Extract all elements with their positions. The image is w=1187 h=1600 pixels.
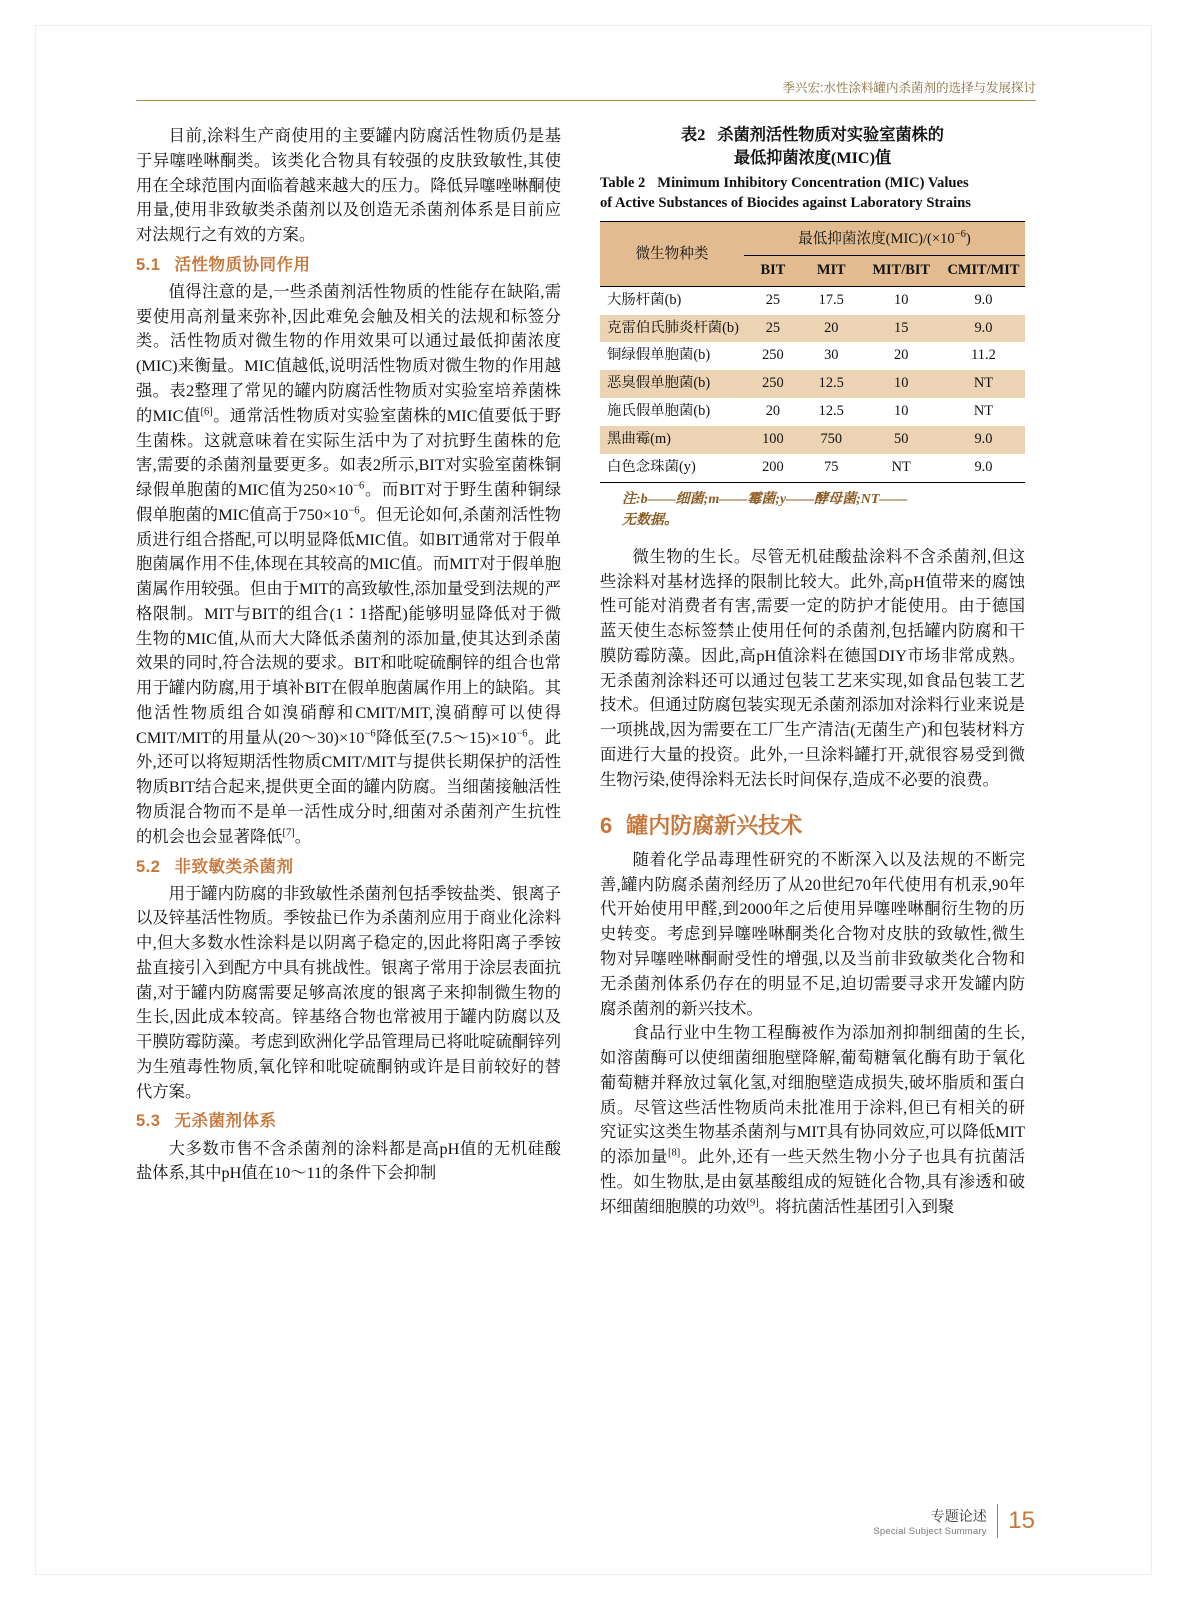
- cell-mit: 12.5: [802, 370, 861, 398]
- mic-table: [600, 221, 1025, 483]
- table-row: [600, 398, 1025, 426]
- left-column: [136, 124, 561, 1186]
- cell-mitbit: 20: [894, 347, 909, 364]
- footer-section-en: Special Subject Summary: [873, 1525, 987, 1537]
- table-caption-en: [600, 174, 1025, 214]
- footer-section-cn: 专题论述: [930, 1509, 987, 1525]
- reference-9: [9]: [746, 1197, 759, 1209]
- page-footer: [873, 1504, 1035, 1538]
- heading-5-2-title: 非致敏类杀菌剂: [174, 857, 294, 876]
- table-title-cn-line2: 最低抑菌浓度(MIC)值: [733, 149, 892, 167]
- paragraph-segment-d: 。但无论如何,杀菌剂活性物质进行组合搭配,可以明显降低MIC值。如BIT通常对于假单胞菌属作用不佳,体现在其较高的MIC值。而MIT对于假单胞菌属作用较强。但由于MIT的高致敏性,添加量受到法规的严格限制。MIT与BIT的组合(1∶1搭配)能够明显降低对于微生物的MIC值,从而大大降低杀菌剂的添加量,使其达到杀菌效果的同时,符合法规的要求。BIT和吡啶硫酮锌的组合也常用于罐内防腐,用于填补BIT在假单胞菌属作用上的缺陷。其他活性物质组合如溴硝醇和CMIT/MIT,溴硝醇可以使得CMIT/MIT的用量从(20～30)×10: [136, 504, 561, 747]
- paragraph-segment-e: 降低至(7.5～15)×10: [375, 727, 517, 747]
- footer-divider: [997, 1504, 999, 1538]
- table-footnote: [600, 489, 1025, 531]
- heading-5-3-number: 5.3: [136, 1112, 161, 1131]
- cell-cmitmit: 9.0: [942, 426, 1025, 454]
- cell-mitbit: 10: [894, 403, 909, 420]
- cell-mit: 20: [802, 315, 861, 343]
- paragraph-segment-b: 。通常活性物质对实验室菌株的MIC值要低于野生菌株。这就意味着在实际生活中为了对抗野生菌株的危害,需要的杀菌剂量要更多。如表2所示,BIT对实验室菌株铜绿假单胞菌的MIC值为250×10: [136, 405, 561, 500]
- table-label-cn: 表2: [681, 126, 706, 144]
- cell-bit: 20: [765, 403, 781, 420]
- header-species: 微生物种类: [600, 221, 744, 286]
- paragraph-segment-c: 。将抗菌活性基团引入到聚: [758, 1196, 955, 1216]
- heading-5-2-number: 5.2: [136, 857, 161, 876]
- heading-5-3-title: 无杀菌剂体系: [174, 1112, 277, 1131]
- paragraph-text: 随着化学品毒理性研究的不断深入以及法规的不断完善,罐内防腐杀菌剂经历了从20世纪70年代使用有机汞,90年代开始使用甲醛,到2000年之后使用异噻唑啉酮衍生物的历史转变。考虑到异噻唑啉酮类化合物对皮肤的致敏性,微生物对异噻唑啉酮耐受性的增强,以及当前非致敏类化合物和无杀菌剂体系仍存在的明显不足,迫切需要寻求开发罐内防腐杀菌剂的新兴技术。: [600, 849, 1025, 1018]
- cell-species: 恶臭假单胞菌(b): [600, 370, 744, 398]
- heading-5-2: [136, 855, 561, 880]
- table-title-cn-line1: 杀菌剂活性物质对实验室菌株的: [717, 126, 944, 144]
- paragraph-segment-a: 值得注意的是,一些杀菌剂活性物质的性能存在缺陷,需要使用高剂量来弥补,因此难免会触及相关的法规和标签分类。活性物质对微生物的作用效果可以通过最低抑菌浓度(MIC)来衡量。MIC值越低,说明活性物质对微生物的作用越强。表2整理了常见的罐内防腐活性物质对实验室培养菌株的MIC值: [136, 281, 561, 425]
- cell-bit: 100: [744, 426, 802, 454]
- reference-8: [8]: [668, 1147, 681, 1159]
- heading-6-number: 6: [600, 812, 613, 838]
- cell-bit: 250: [762, 347, 784, 364]
- cell-species: 白色念珠菌(y): [600, 454, 744, 482]
- paragraph-text: 目前,涂料生产商使用的主要罐内防腐活性物质仍是基于异噻唑啉酮类。该类化合物具有较强的皮肤致敏性,其使用在全球范围内面临着越来越大的压力。降低异噻唑啉酮使用量,使用非致敏类杀菌剂以及创造无杀菌剂体系是目前应对法规行之有效的方案。: [136, 126, 561, 245]
- header-mic-group-tail: ): [965, 230, 971, 247]
- cell-species: 铜绿假单胞菌(b): [607, 347, 711, 364]
- cell-mitbit: 15: [861, 315, 942, 343]
- heading-5-1: [136, 253, 561, 278]
- cell-cmitmit: 9.0: [942, 315, 1025, 343]
- cell-cmitmit: NT: [942, 370, 1025, 398]
- heading-5-1-title: 活性物质协同作用: [174, 255, 311, 274]
- table-row: [600, 315, 1025, 343]
- paragraph-history: [600, 848, 1025, 1021]
- exponent-1: −6: [353, 480, 365, 492]
- cell-bit: 25: [744, 315, 802, 343]
- cell-cmitmit: 9.0: [974, 291, 993, 308]
- table-title-en-line1: Minimum Inhibitory Concentration (MIC) Values: [657, 175, 969, 191]
- cell-cmitmit: 11.2: [971, 347, 996, 364]
- cell-mitbit: 10: [861, 370, 942, 398]
- cell-mit: 17.5: [818, 291, 844, 308]
- cell-mit: 75: [802, 454, 861, 482]
- paragraph-segment-a: 食品行业中生物工程酶被作为添加剂抑制细菌的生长,如溶菌酶可以使细菌细胞壁降解,葡萄糖氧化酶有助于氧化葡萄糖并释放过氧化氢,对细胞壁造成损失,破坏脂质和蛋白质。尽管这些活性物质尚未批准用于涂料,但已有相关的研究证实这类生物基杀菌剂与MIT具有协同效应,可以降低MIT的添加量: [600, 1023, 1025, 1167]
- paragraph-segment-b: 。此外,还有一些天然生物小分子也具有抗菌活性。如生物肽,是由氨基酸组成的短链化合物,具有渗透和破坏细菌细胞膜的功效: [600, 1147, 1025, 1216]
- exponent-2: −6: [348, 505, 360, 517]
- table-row: [600, 342, 1025, 370]
- cell-mit: 750: [802, 426, 861, 454]
- cell-species: 施氏假单胞菌(b): [607, 403, 711, 420]
- table-footnote-line2: 无数据。: [622, 512, 678, 528]
- table-row: [600, 286, 1025, 314]
- header-col-bit: BIT: [744, 255, 802, 286]
- exponent-4: −6: [516, 728, 528, 740]
- reference-6: [6]: [200, 406, 213, 418]
- header-mic-group-text: 最低抑菌浓度(MIC)/(×10: [798, 230, 955, 247]
- cell-cmitmit: 9.0: [942, 454, 1025, 482]
- table-header-row-group: [600, 221, 1025, 255]
- header-mic-exponent: −6: [954, 228, 966, 240]
- paragraph-enzymes: [600, 1021, 1025, 1219]
- exponent-3: −6: [364, 728, 376, 740]
- cell-bit: 200: [744, 454, 802, 482]
- paragraph-biocide-free: [136, 1137, 561, 1187]
- cell-cmitmit: NT: [973, 403, 994, 420]
- paragraph-segment-c: 。而BIT对于野生菌种铜绿假单胞菌的MIC值高于750×10: [136, 480, 561, 524]
- table-title-en-line2: of Active Substances of Biocides against Laboratory Strains: [600, 194, 971, 211]
- paragraph-text: 微生物的生长。尽管无机硅酸盐涂料不含杀菌剂,但这些涂料对基材选择的限制比较大。此外,高pH值带来的腐蚀性可能对消费者有害,需要一定的防护才能使用。由于德国蓝天使生态标签禁止使用任何的杀菌剂,包括罐内防腐和干膜防霉防藻。因此,高pH值涂料在德国DIY市场非常成熟。无杀菌剂涂料还可以通过包装工艺来实现,如食品包装工艺技术。但通过防腐包装实现无杀菌剂添加对涂料行业来说是一项挑战,因为需要在工厂生产清洁(无菌生产)和包装材料方面进行大量的投资。此外,一旦涂料罐打开,就很容易受到微生物污染,使得涂料无法长时间保存,造成不必要的浪费。: [600, 546, 1025, 789]
- cell-species: 克雷伯氏肺炎杆菌(b): [600, 315, 744, 343]
- running-head: 季兴宏:水性涂料罐内杀菌剂的选择与发展探讨: [782, 81, 1036, 95]
- header-col-mit: MIT: [802, 255, 861, 286]
- reference-7: [7]: [282, 827, 295, 839]
- heading-5-1-number: 5.1: [136, 255, 161, 274]
- cell-bit: 25: [765, 291, 781, 308]
- cell-bit: 250: [744, 370, 802, 398]
- table-row: [600, 426, 1025, 454]
- paragraph-silicate-continued: [600, 545, 1025, 793]
- table-label-en: Table 2: [600, 175, 646, 191]
- cell-mitbit: 10: [894, 291, 909, 308]
- paragraph-text: 大多数市售不含杀菌剂的涂料都是高pH值的无机硅酸盐体系,其中pH值在10～11的条件下会抑制: [136, 1138, 561, 1183]
- cell-mit: 30: [824, 347, 839, 364]
- table-row: [600, 454, 1025, 482]
- header-col-mitbit: MIT/BIT: [861, 255, 942, 286]
- header-divider: [136, 100, 1036, 101]
- paragraph-segment-g: 。: [294, 826, 312, 846]
- paragraph-segment-f: 。此外,还可以将短期活性物质CMIT/MIT与提供长期保护的活性物质BIT结合起来,提供更全面的罐内防腐。当细菌接触活性物质混合物而不是单一活性成分时,细菌对杀菌剂产生抗性的机会也会显著降低: [136, 727, 561, 846]
- cell-species: 黑曲霉(m): [600, 426, 744, 454]
- page-number: 15: [1008, 1507, 1035, 1534]
- paragraph-nonsensitizing: [136, 882, 561, 1105]
- right-column: [600, 124, 1025, 1219]
- header-col-cmitmit: CMIT/MIT: [942, 255, 1025, 286]
- paragraph-text: 用于罐内防腐的非致敏性杀菌剂包括季铵盐类、银离子以及锌基活性物质。季铵盐已作为杀菌剂应用于商业化涂料中,但大多数水性涂料是以阴离子稳定的,因此将阳离子季铵盐直接引入到配方中具有挑战性。银离子常用于涂层表面抗菌,对于罐内防腐需要足够高浓度的银离子来抑制微生物的生长,因此成本较高。锌基络合物也常被用于罐内防腐以及干膜防霉防藻。考虑到欧洲化学品管理局已将吡啶硫酮锌列为生殖毒性物质,氧化锌和吡啶硫酮钠或许是目前较好的替代方案。: [136, 883, 561, 1101]
- table-row: [600, 370, 1025, 398]
- cell-mitbit: NT: [861, 454, 942, 482]
- table-caption-cn: [600, 124, 1025, 170]
- heading-5-3: [136, 1109, 561, 1134]
- paragraph-current-actives: [136, 124, 561, 248]
- heading-6-title: 罐内防腐新兴技术: [626, 812, 803, 838]
- cell-species: 大肠杆菌(b): [607, 291, 682, 308]
- cell-mit: 12.5: [818, 403, 844, 420]
- heading-6: [600, 809, 1025, 842]
- table-footnote-line1: 注:b——细菌;m——霉菌;y——酵母菌;NT——: [622, 491, 908, 507]
- cell-mitbit: 50: [861, 426, 942, 454]
- header-mic-group: [744, 221, 1025, 255]
- paragraph-synergy: [136, 280, 561, 850]
